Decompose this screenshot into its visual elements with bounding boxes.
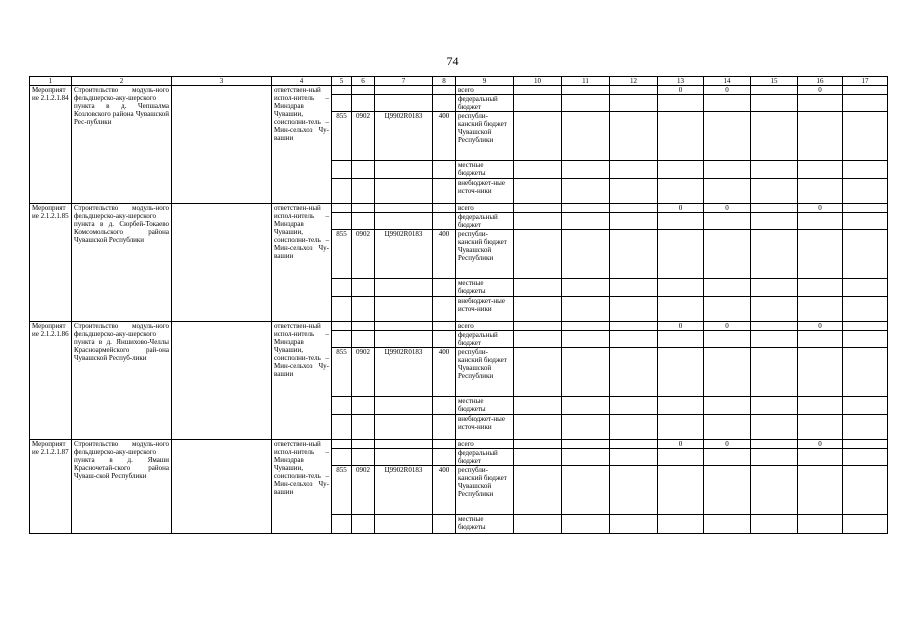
table-cell: [433, 161, 456, 179]
source-offbudget: внебюджет-ные источ-ники: [456, 179, 514, 204]
executor: ответствен-ный испол-нитель – Минздрав Чувашии, соисполни-тель – Мин-сельхоз Чу-вашии: [272, 204, 332, 322]
table-cell: [352, 397, 375, 415]
table-cell: [172, 86, 272, 204]
table-cell: [433, 515, 456, 534]
table-cell: [751, 515, 798, 534]
source-offbudget: внебюджет-ные источ-ники: [456, 415, 514, 440]
table-cell: [332, 95, 352, 112]
table-cell: [375, 86, 433, 95]
table-cell: [751, 179, 798, 204]
table-cell: [843, 230, 888, 279]
source-total: всего: [456, 86, 514, 95]
table-cell: [658, 515, 704, 534]
table-cell: [751, 322, 798, 331]
table-cell: [375, 95, 433, 112]
table-cell: [332, 322, 352, 331]
table-cell: [375, 331, 433, 348]
value-col-14: 0: [704, 440, 751, 449]
table-cell: [172, 322, 272, 440]
table-cell: [798, 95, 843, 112]
code-vr: 400: [433, 112, 456, 161]
table-cell: [514, 397, 562, 415]
table-cell: [843, 297, 888, 322]
code-csr: Ц9902R0183: [375, 112, 433, 161]
table-cell: [843, 213, 888, 230]
table-cell: [332, 213, 352, 230]
code-grbs: 855: [332, 112, 352, 161]
table-cell: [332, 331, 352, 348]
table-cell: [562, 213, 610, 230]
table-cell: [433, 397, 456, 415]
table-cell: [332, 204, 352, 213]
table-cell: [352, 322, 375, 331]
table-cell: [562, 397, 610, 415]
source-republic: республи-канский бюджет Чувашской Республики: [456, 348, 514, 397]
table-cell: [658, 397, 704, 415]
table-cell: [798, 331, 843, 348]
table-cell: [352, 161, 375, 179]
table-cell: [332, 449, 352, 466]
table-cell: [751, 112, 798, 161]
table-cell: [514, 449, 562, 466]
table-cell: [704, 95, 751, 112]
executor: ответствен-ный испол-нитель – Минздрав Чувашии, соисполни-тель – Мин-сельхоз Чу-вашии: [272, 322, 332, 440]
event-number: Мероприятие 2.1.2.1.86: [30, 322, 72, 440]
table-cell: [610, 348, 658, 397]
column-header: 4: [272, 77, 332, 86]
column-header: 15: [751, 77, 798, 86]
table-cell: [751, 348, 798, 397]
table-cell: [798, 213, 843, 230]
table-cell: [172, 204, 272, 322]
table-cell: [352, 331, 375, 348]
source-local: местные бюджеты: [456, 161, 514, 179]
table-cell: [843, 449, 888, 466]
source-republic: республи-канский бюджет Чувашской Республики: [456, 112, 514, 161]
table-cell: [562, 331, 610, 348]
table-cell: [610, 466, 658, 515]
table-cell: [704, 161, 751, 179]
table-cell: [610, 331, 658, 348]
budget-table: [29, 76, 888, 534]
table-cell: [562, 179, 610, 204]
value-col-16: 0: [798, 204, 843, 213]
table-cell: [704, 213, 751, 230]
table-cell: [798, 161, 843, 179]
table-cell: [433, 449, 456, 466]
value-col-16: 0: [798, 440, 843, 449]
column-header: 13: [658, 77, 704, 86]
table-cell: [704, 279, 751, 297]
table-cell: [704, 179, 751, 204]
value-col-13: 0: [658, 322, 704, 331]
table-cell: [658, 213, 704, 230]
table-cell: [704, 297, 751, 322]
table-cell: [514, 230, 562, 279]
table-cell: [658, 331, 704, 348]
table-cell: [658, 230, 704, 279]
code-rzpr: 0902: [352, 348, 375, 397]
code-csr: Ц9902R0183: [375, 348, 433, 397]
table-cell: [332, 397, 352, 415]
header-row: [30, 77, 888, 86]
table-cell: [352, 449, 375, 466]
column-header: 10: [514, 77, 562, 86]
table-cell: [843, 95, 888, 112]
table-cell: [751, 279, 798, 297]
table-cell: [798, 112, 843, 161]
table-cell: [798, 466, 843, 515]
value-col-14: 0: [704, 86, 751, 95]
source-federal: федеральный бюджет: [456, 213, 514, 230]
table-cell: [751, 161, 798, 179]
table-cell: [843, 161, 888, 179]
column-header: 5: [332, 77, 352, 86]
event-number: Мероприятие 2.1.2.1.87: [30, 440, 72, 534]
table-cell: [843, 112, 888, 161]
event-title: Строительство модуль-ного фельдшерско-аку-шерского пункта в д. Ямаши Красночетай-ского района Чуваш-ской Республики: [72, 440, 172, 534]
table-cell: [751, 440, 798, 449]
table-cell: [375, 161, 433, 179]
table-cell: [843, 440, 888, 449]
code-grbs: 855: [332, 348, 352, 397]
table-cell: [375, 322, 433, 331]
table-cell: [433, 440, 456, 449]
table-cell: [658, 279, 704, 297]
table-cell: [352, 179, 375, 204]
table-cell: [610, 279, 658, 297]
table-cell: [433, 279, 456, 297]
column-header: 1: [30, 77, 72, 86]
code-grbs: 855: [332, 466, 352, 515]
table-cell: [375, 415, 433, 440]
value-col-13: 0: [658, 204, 704, 213]
column-header: 16: [798, 77, 843, 86]
table-cell: [514, 322, 562, 331]
table-cell: [751, 95, 798, 112]
table-cell: [798, 279, 843, 297]
table-cell: [843, 86, 888, 95]
source-federal: федеральный бюджет: [456, 449, 514, 466]
table-cell: [433, 331, 456, 348]
code-csr: Ц9902R0183: [375, 230, 433, 279]
table-cell: [562, 515, 610, 534]
table-cell: [843, 279, 888, 297]
table-cell: [610, 297, 658, 322]
table-cell: [843, 466, 888, 515]
table-row: [30, 440, 888, 449]
table-cell: [751, 397, 798, 415]
table-cell: [514, 279, 562, 297]
table-cell: [514, 213, 562, 230]
table-cell: [658, 179, 704, 204]
table-cell: [514, 112, 562, 161]
table-cell: [352, 204, 375, 213]
table-cell: [514, 515, 562, 534]
value-col-13: 0: [658, 440, 704, 449]
table-cell: [332, 86, 352, 95]
table-cell: [658, 415, 704, 440]
table-cell: [658, 95, 704, 112]
table-cell: [332, 440, 352, 449]
table-cell: [352, 415, 375, 440]
value-col-16: 0: [798, 322, 843, 331]
table-cell: [433, 179, 456, 204]
table-cell: [798, 179, 843, 204]
table-cell: [751, 415, 798, 440]
table-cell: [433, 204, 456, 213]
table-cell: [514, 95, 562, 112]
table-cell: [352, 440, 375, 449]
table-row: [30, 86, 888, 95]
table-cell: [751, 86, 798, 95]
column-header: 14: [704, 77, 751, 86]
table-cell: [352, 515, 375, 534]
table-cell: [610, 397, 658, 415]
table-cell: [562, 204, 610, 213]
table-cell: [610, 440, 658, 449]
column-header: 12: [610, 77, 658, 86]
table-cell: [798, 415, 843, 440]
table-cell: [610, 415, 658, 440]
table-cell: [704, 230, 751, 279]
table-cell: [375, 515, 433, 534]
table-cell: [332, 179, 352, 204]
table-cell: [658, 348, 704, 397]
table-row: [30, 322, 888, 331]
column-header: 3: [172, 77, 272, 86]
table-cell: [332, 415, 352, 440]
table-cell: [843, 415, 888, 440]
event-title: Строительство модуль-ного фельдшерско-аку-шерского пункта в д. Сюрбей-Токаево Комсомольского района Чувашской Республики: [72, 204, 172, 322]
value-col-13: 0: [658, 86, 704, 95]
table-cell: [704, 466, 751, 515]
table-cell: [375, 440, 433, 449]
table-cell: [798, 397, 843, 415]
table-cell: [514, 440, 562, 449]
table-cell: [562, 95, 610, 112]
event-title: Строительство модуль-ного фельдшерско-аку-шерского пункта в д. Чепшалма Козловского района Чувашской Рес-публики: [72, 86, 172, 204]
column-header: 7: [375, 77, 433, 86]
table-cell: [562, 415, 610, 440]
table-cell: [352, 213, 375, 230]
table-row: [30, 204, 888, 213]
page-number: 74: [446, 54, 459, 68]
table-cell: [658, 161, 704, 179]
table-cell: [610, 230, 658, 279]
table-cell: [843, 204, 888, 213]
column-header: 9: [456, 77, 514, 86]
code-rzpr: 0902: [352, 466, 375, 515]
table-cell: [798, 230, 843, 279]
table-cell: [562, 440, 610, 449]
code-vr: 400: [433, 230, 456, 279]
code-vr: 400: [433, 466, 456, 515]
event-number: Мероприятие 2.1.2.1.84: [30, 86, 72, 204]
table-cell: [352, 86, 375, 95]
source-federal: федеральный бюджет: [456, 95, 514, 112]
table-cell: [751, 449, 798, 466]
table-cell: [375, 397, 433, 415]
table-cell: [433, 213, 456, 230]
table-cell: [352, 279, 375, 297]
table-cell: [704, 415, 751, 440]
table-cell: [562, 449, 610, 466]
table-cell: [843, 322, 888, 331]
table-cell: [514, 161, 562, 179]
source-federal: федеральный бюджет: [456, 331, 514, 348]
table-cell: [843, 515, 888, 534]
table-cell: [704, 331, 751, 348]
source-total: всего: [456, 322, 514, 331]
column-header: 11: [562, 77, 610, 86]
table-cell: [514, 348, 562, 397]
column-header: 6: [352, 77, 375, 86]
table-cell: [562, 279, 610, 297]
table-cell: [352, 95, 375, 112]
table-cell: [610, 204, 658, 213]
table-cell: [562, 322, 610, 331]
table-cell: [843, 397, 888, 415]
code-rzpr: 0902: [352, 230, 375, 279]
source-republic: республи-канский бюджет Чувашской Республики: [456, 230, 514, 279]
table-cell: [352, 297, 375, 322]
table-cell: [610, 322, 658, 331]
table-cell: [562, 466, 610, 515]
event-number: Мероприятие 2.1.2.1.85: [30, 204, 72, 322]
code-vr: 400: [433, 348, 456, 397]
executor: ответствен-ный испол-нитель – Минздрав Чувашии, соисполни-тель – Мин-сельхоз Чу-вашии: [272, 440, 332, 534]
table-cell: [843, 179, 888, 204]
column-header: 17: [843, 77, 888, 86]
event-title: Строительство модуль-ного фельдшерско-аку-шерского пункта в д. Яншихово-Челлы Красноармейского рай-она Чувашской Респуб-лики: [72, 322, 172, 440]
source-local: местные бюджеты: [456, 397, 514, 415]
table-cell: [375, 297, 433, 322]
table-cell: [843, 331, 888, 348]
source-offbudget: внебюджет-ные источ-ники: [456, 297, 514, 322]
table-cell: [562, 297, 610, 322]
table-cell: [514, 297, 562, 322]
code-grbs: 855: [332, 230, 352, 279]
source-total: всего: [456, 440, 514, 449]
table-cell: [704, 112, 751, 161]
table-cell: [433, 415, 456, 440]
table-cell: [433, 297, 456, 322]
table-cell: [751, 230, 798, 279]
table-cell: [332, 515, 352, 534]
table-cell: [751, 297, 798, 322]
table-cell: [332, 279, 352, 297]
table-cell: [562, 112, 610, 161]
table-cell: [514, 331, 562, 348]
table-cell: [610, 112, 658, 161]
source-local: местные бюджеты: [456, 279, 514, 297]
table-cell: [514, 179, 562, 204]
table-cell: [658, 466, 704, 515]
table-cell: [332, 297, 352, 322]
table-cell: [610, 95, 658, 112]
table-cell: [704, 515, 751, 534]
table-cell: [704, 348, 751, 397]
table-cell: [610, 161, 658, 179]
table-cell: [433, 95, 456, 112]
table-cell: [375, 179, 433, 204]
table-cell: [610, 515, 658, 534]
source-local: местные бюджеты: [456, 515, 514, 534]
table-cell: [610, 449, 658, 466]
value-col-16: 0: [798, 86, 843, 95]
table-cell: [658, 297, 704, 322]
column-header: 2: [72, 77, 172, 86]
table-cell: [332, 161, 352, 179]
table-cell: [562, 161, 610, 179]
table-cell: [514, 204, 562, 213]
table-cell: [751, 204, 798, 213]
table-cell: [751, 213, 798, 230]
table-cell: [433, 86, 456, 95]
table-cell: [562, 86, 610, 95]
table-cell: [610, 86, 658, 95]
table-cell: [375, 279, 433, 297]
column-header: 8: [433, 77, 456, 86]
table-cell: [514, 415, 562, 440]
table-cell: [751, 331, 798, 348]
table-cell: [798, 348, 843, 397]
table-cell: [172, 440, 272, 534]
value-col-14: 0: [704, 322, 751, 331]
table-cell: [514, 466, 562, 515]
table-cell: [798, 297, 843, 322]
table-cell: [375, 449, 433, 466]
table-cell: [751, 466, 798, 515]
source-total: всего: [456, 204, 514, 213]
table-cell: [658, 449, 704, 466]
table-cell: [562, 348, 610, 397]
table-cell: [375, 204, 433, 213]
table-cell: [610, 213, 658, 230]
table-cell: [704, 397, 751, 415]
value-col-14: 0: [704, 204, 751, 213]
source-republic: республи-канский бюджет Чувашской Республики: [456, 466, 514, 515]
code-csr: Ц9902R0183: [375, 466, 433, 515]
table-cell: [798, 515, 843, 534]
executor: ответствен-ный испол-нитель – Минздрав Чувашии, соисполни-тель – Мин-сельхоз Чу-вашии: [272, 86, 332, 204]
table-cell: [798, 449, 843, 466]
table-cell: [843, 348, 888, 397]
table-cell: [514, 86, 562, 95]
table-cell: [704, 449, 751, 466]
table-cell: [562, 230, 610, 279]
table-cell: [375, 213, 433, 230]
table-cell: [658, 112, 704, 161]
code-rzpr: 0902: [352, 112, 375, 161]
table-cell: [610, 179, 658, 204]
table-cell: [433, 322, 456, 331]
